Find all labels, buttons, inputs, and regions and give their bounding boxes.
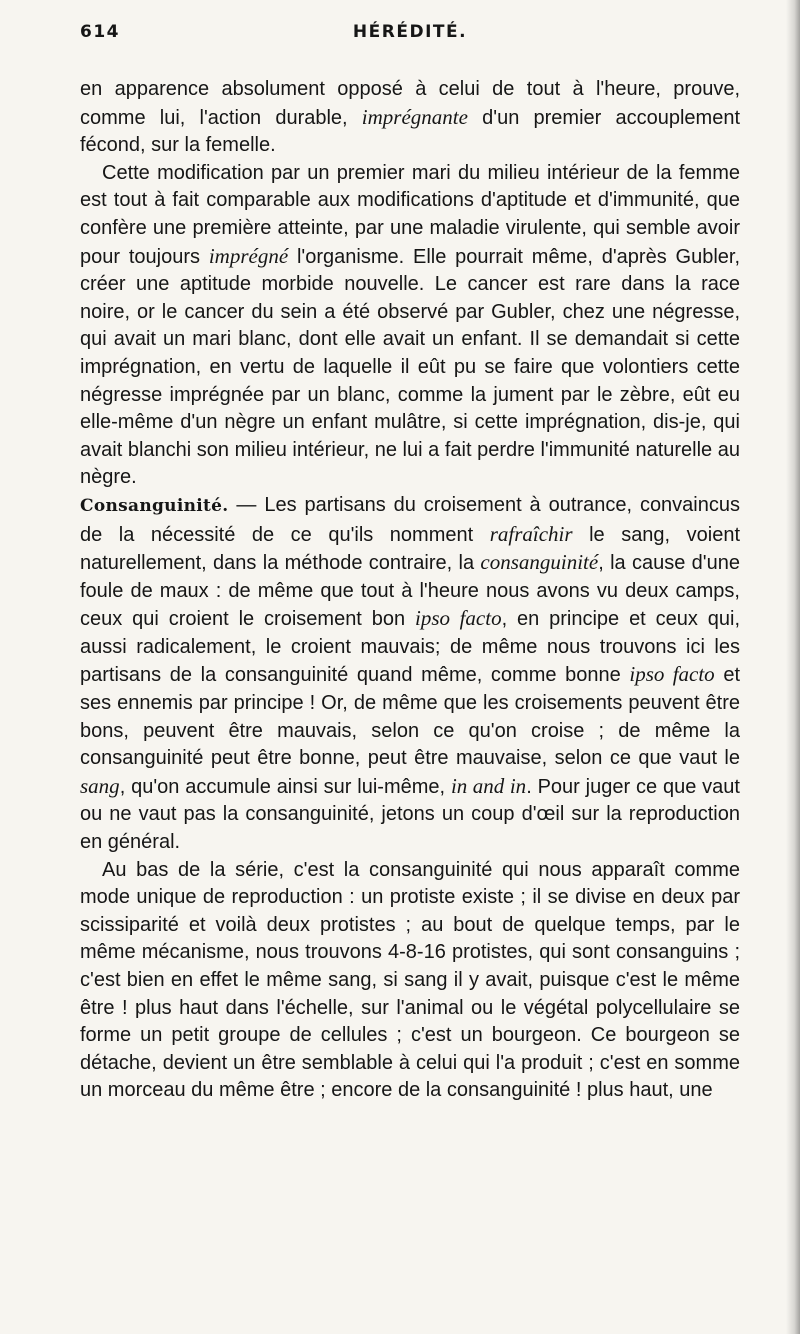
paragraph [80, 76, 740, 160]
italic-term: ipso facto [415, 606, 502, 631]
italic-term: sang [80, 773, 120, 798]
paragraph-text: l'organisme. Elle pourrait même, d'après Gubler, créer une aptitude morbide nouvelle. Le cancer est rare dans la race noire, or le cancer du sein a été observé par Gubler, chez une négresse, qui avait un mari blanc, dont elle avait un enfant. Il se demandait si cette imprégnation, en vertu de laquelle il eût pu se faire que volontiers cette négresse imprégnée par un blanc, comme la jument par le zèbre, eût eu elle-même d'un nègre un enfant mulâtre, si cette imprégnation, dis-je, qui avait blanchi son milieu intérieur, ne lui a fait perdre l'immunité naturelle au nègre. [80, 245, 741, 489]
italic-term: consanguinité [480, 550, 599, 575]
italic-term: ipso facto [629, 662, 715, 687]
running-head [80, 22, 740, 52]
paragraph-text: , la cause d'une foule de maux : de même que tout à l'heure nous avons vu deux camps, ceux qui croient le croisement bon [80, 552, 740, 631]
paragraph [80, 857, 740, 1105]
italic-term: imprégné [208, 243, 289, 268]
paragraph-text: — Les partisans du croisement à outrance, convaincus de la nécessité de ce qu'ils nomment [80, 493, 740, 546]
paragraph-text: et ses ennemis par principe ! Or, de même que les croisements peuvent être bons, peuvent être mauvais, selon ce qu'on croise ; de même la consanguinité peut être bonne, peut être mauvaise, selon ce que vaut le [80, 664, 740, 770]
italic-term: rafraîchir [489, 521, 573, 546]
paragraph [80, 492, 740, 857]
paragraph-text: . Pour juger ce que vaut ou ne vaut pas la consanguinité, jetons un coup d'œil sur la reproduction en général. [80, 775, 740, 854]
running-title: HÉRÉDITÉ. [352, 22, 468, 42]
paragraph-text: en apparence absolument opposé à celui de tout à l'heure, prouve, comme lui, l'action durable, [80, 78, 740, 129]
page-edge-shadow [786, 0, 800, 1334]
paragraph-text: le sang, voient naturellement, dans la méthode contraire, la [80, 523, 741, 575]
page-number: 614 [80, 22, 120, 42]
paragraph-text: , en principe et ceux qui, aussi radicalement, le croient mauvais; de même nous trouvons ici les partisans de la consanguinité quand même, comme bonne [80, 608, 740, 687]
italic-term: imprégnante [361, 104, 468, 129]
paragraph-text: Au bas de la série, c'est la consanguinité qui nous apparaît comme mode unique de reproduction : un protiste existe ; il se divise en deux par scissiparité et voilà deux protistes ; au bout de quelque temps, par le même mécanisme, nous trouvons 4-8-16 protistes, qui sont consanguins ; c'est bien en effet le même sang, si sang il y avait, puisque c'est le même être ! plus haut dans l'échelle, sur l'animal ou le végétal polycellulaire se forme un petit groupe de cellules ; c'est un bourgeon. Ce bourgeon se détache, devient un être semblable à celui qui l'a produit ; c'est en somme un morceau du même être ; encore de la consanguinité ! plus haut, une [80, 858, 740, 1102]
paragraph-text: , qu'on accumule ainsi sur lui-même, [119, 775, 451, 798]
body-text [80, 76, 740, 1105]
paragraph-text: Cette modification par un premier mari du milieu intérieur de la femme est tout à fait comparable aux modifications d'aptitude et d'immunité, que confère une première atteinte, par une maladie virulente, qui semble avoir pour toujours [80, 161, 740, 268]
italic-term: in and in [450, 773, 527, 798]
paragraph [80, 160, 740, 492]
paragraph-text: d'un premier accouplement fécond, sur la femelle. [80, 106, 741, 157]
section-heading: Consanguinité. [80, 495, 229, 516]
